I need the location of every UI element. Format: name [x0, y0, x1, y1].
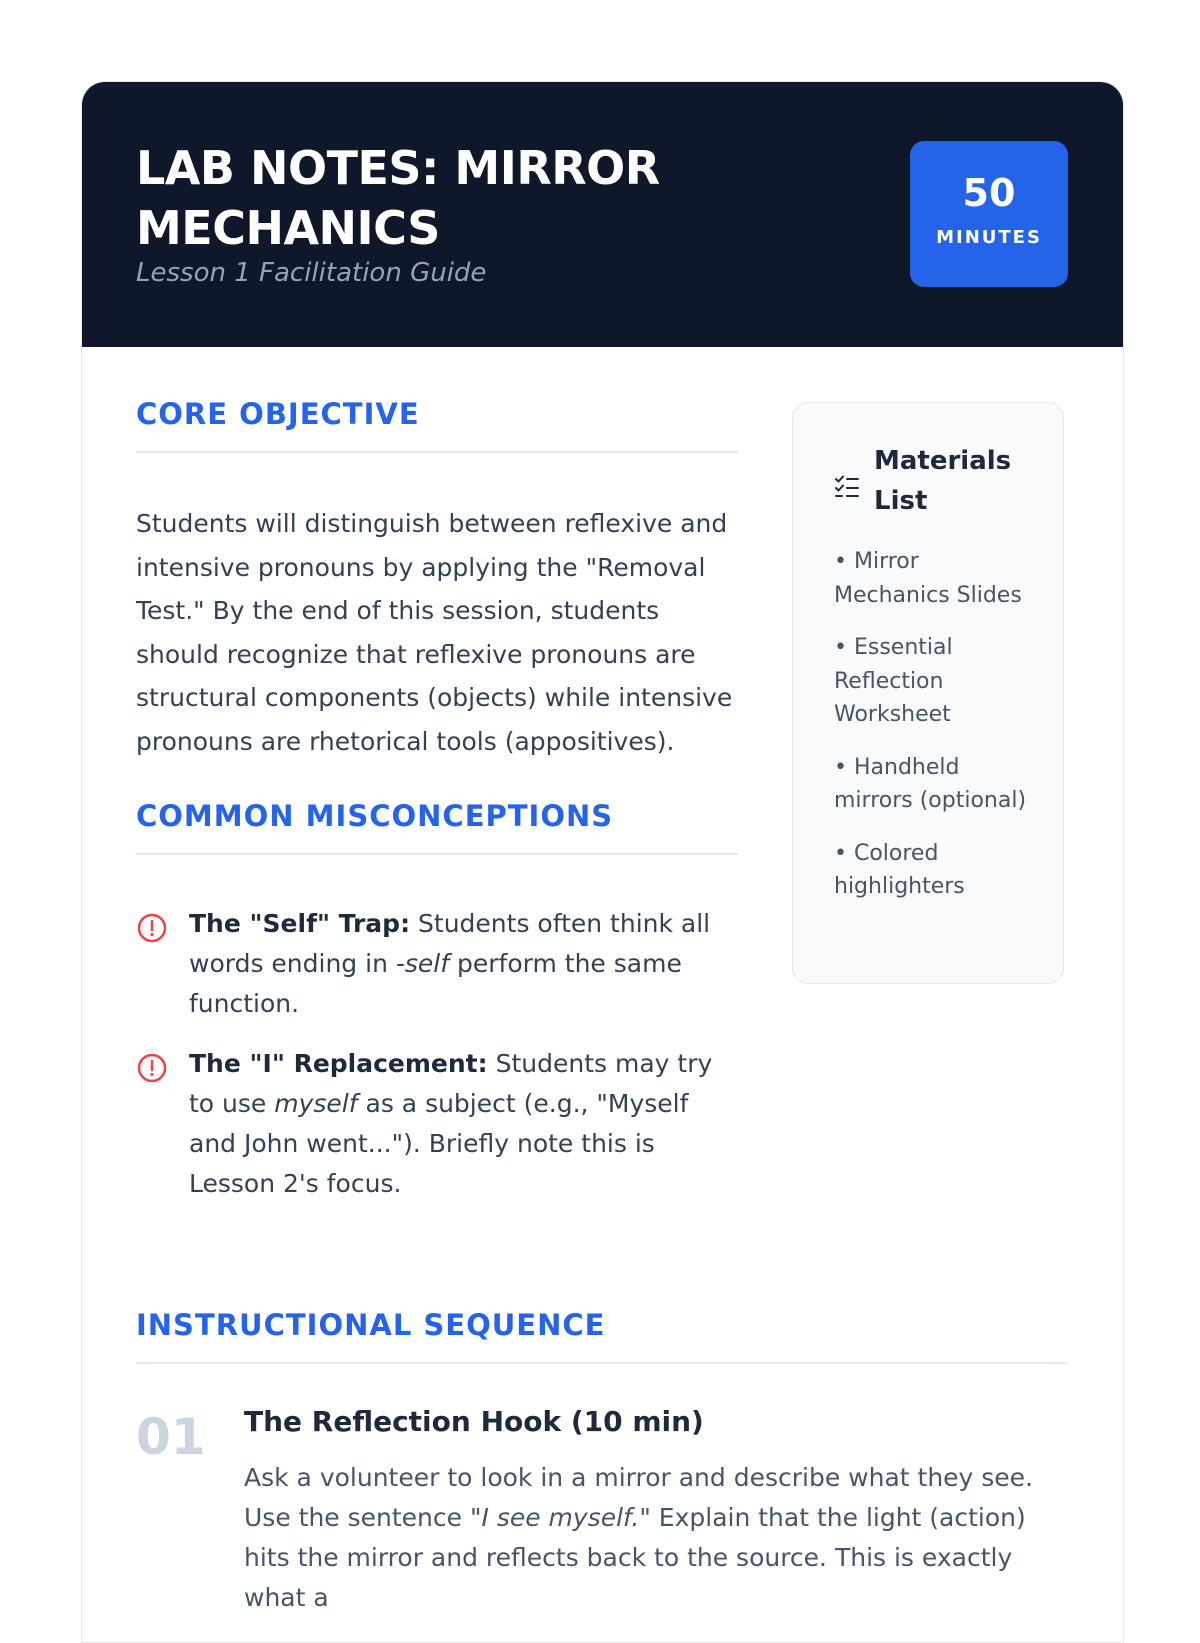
- materials-list: [834, 545, 1034, 923]
- page-subtitle: Lesson 1 Facilitation Guide: [136, 258, 487, 288]
- misconception-text: perform the same function.: [189, 949, 682, 1018]
- misconceptions-list: [136, 904, 736, 1224]
- misconception-item: [136, 1044, 736, 1204]
- misconception-label: The "Self" Trap:: [189, 909, 411, 938]
- step-text: Ask a volunteer to look in a mirror and describe what they see. Use the sentence: [244, 1463, 1034, 1532]
- step-title: The Reflection Hook (10 min): [244, 1405, 704, 1438]
- step-emphasis: "I see myself.": [469, 1503, 651, 1532]
- checklist-icon: [833, 473, 861, 501]
- step-description: [244, 1458, 1064, 1618]
- duration-value: 50: [962, 171, 1016, 215]
- list-item: • Essential Reflection Worksheet: [834, 635, 953, 727]
- misconception-text: Students often think all words ending in: [189, 909, 711, 978]
- core-objective-heading: CORE OBJECTIVE: [136, 397, 420, 431]
- duration-unit: MINUTES: [936, 227, 1042, 248]
- facilitation-guide-card: [81, 81, 1124, 1643]
- misconceptions-heading: COMMON MISCONCEPTIONS: [136, 799, 614, 833]
- list-item: • Handheld mirrors (optional): [834, 754, 1027, 813]
- misconception-text: as a subject (e.g., "Myself and John went..."). Briefly note this is Lesson 2's focus.: [189, 1089, 689, 1198]
- list-item: • Colored highlighters: [834, 840, 965, 899]
- misconception-label: The "I" Replacement:: [189, 1049, 488, 1078]
- misconception-emphasis: myself: [274, 1089, 358, 1118]
- core-objective-text: Students will distinguish between reflexive and intensive pronouns by applying the "Removal Test." By the end of this session, students should recognize that reflexive pronouns are structural components (objects) while intensive pronouns are rhetorical tools (appositives).: [136, 509, 733, 756]
- page-title: LAB NOTES: MIRROR MECHANICS: [136, 141, 660, 255]
- alert-circle-icon: [136, 1052, 168, 1084]
- instructional-sequence-heading: INSTRUCTIONAL SEQUENCE: [136, 1308, 606, 1342]
- step-number: 01: [136, 1408, 206, 1466]
- misconception-item: [136, 904, 736, 1024]
- guide-header: [82, 82, 1123, 347]
- duration-badge: [910, 141, 1068, 287]
- misconception-emphasis: -self: [395, 949, 450, 978]
- misconception-text: Students may try to use: [189, 1049, 713, 1118]
- section-divider: [136, 853, 738, 855]
- materials-title: Materials List: [874, 446, 1012, 516]
- alert-circle-icon: [136, 912, 168, 944]
- list-item: • Mirror Mechanics Slides: [834, 549, 1022, 608]
- materials-panel: [792, 402, 1064, 984]
- section-divider: [136, 451, 738, 453]
- section-divider: [136, 1362, 1068, 1364]
- step-text: Explain that the light (action) hits the mirror and reflects back to the source. This is exactly what a: [244, 1503, 1026, 1612]
